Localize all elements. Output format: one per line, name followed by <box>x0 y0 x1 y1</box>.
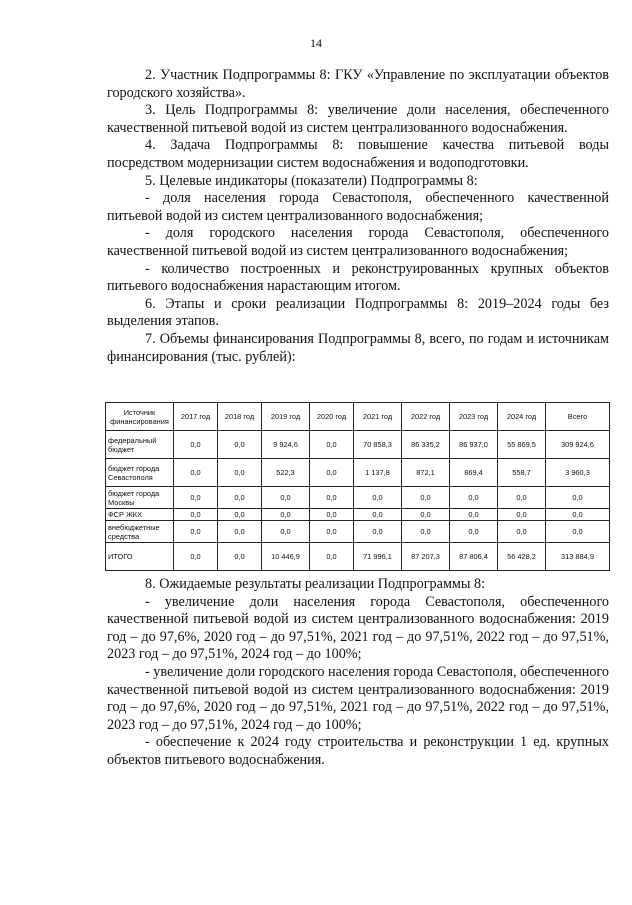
table-cell: 0,0 <box>310 431 354 459</box>
table-cell: 313 884,9 <box>546 543 610 571</box>
table-cell: 0,0 <box>354 487 402 509</box>
table-cell: 0,0 <box>174 431 218 459</box>
section-text-top <box>107 67 609 366</box>
table-cell: бюджет города Севастополя <box>106 459 174 487</box>
paragraph-task: 4. Задача Подпрограммы 8: повышение качества питьевой воды посредством модернизации систем водоснабжения и водоподготовки. <box>107 137 609 171</box>
table-cell: 0,0 <box>174 521 218 543</box>
table-cell: 0,0 <box>498 521 546 543</box>
table-row <box>106 509 610 521</box>
table-cell: 0,0 <box>354 521 402 543</box>
table-cell: 0,0 <box>546 487 610 509</box>
table-cell: бюджет города Москвы <box>106 487 174 509</box>
table-cell: 0,0 <box>546 509 610 521</box>
table-cell: 87 806,4 <box>450 543 498 571</box>
table-cell: 522,3 <box>262 459 310 487</box>
table-cell: внебюджетные средства <box>106 521 174 543</box>
table-row <box>106 431 610 459</box>
table-cell: 0,0 <box>450 487 498 509</box>
table-cell: 309 924,6 <box>546 431 610 459</box>
paragraph-result-2: - увеличение доли городского населения города Севастополя, обеспеченного качественной питьевой водой из систем централизованного водоснабжения: 2019 год – до 97,6%, 2020 год – до 97,51%, 2021 год – до 97,51%, 2022 год – до 97,51%, 2023 год – до 97,51%, 2024 год – до 100%; <box>107 663 609 733</box>
table-cell: 869,4 <box>450 459 498 487</box>
section-text-bottom <box>107 576 609 770</box>
table-cell: 9 924,6 <box>262 431 310 459</box>
paragraph-results: 8. Ожидаемые результаты реализации Подпрограммы 8: <box>145 576 486 592</box>
table-cell: 0,0 <box>310 509 354 521</box>
paragraph-result-1: - увеличение доли населения города Севастополя, обеспеченного качественной питьевой водой из систем централизованного водоснабжения: 2019 год – до 97,6%, 2020 год – до 97,51%, 2021 год – до 97,51%, 2022 год – до 97,51%, 2023 год – до 97,51%, 2024 год – до 100%; <box>107 593 609 663</box>
table-row <box>106 487 610 509</box>
table-row <box>106 521 610 543</box>
table-cell: 0,0 <box>310 459 354 487</box>
table-cell: 558,7 <box>498 459 546 487</box>
table-cell: 872,1 <box>402 459 450 487</box>
table-cell: 0,0 <box>310 487 354 509</box>
paragraph-financing: 7. Объемы финансирования Подпрограммы 8, всего, по годам и источникам финансирования (тыс. рублей): <box>107 330 609 365</box>
paragraph-participant: 2. Участник Подпрограммы 8: ГКУ «Управление по эксплуатации объектов городского хозяйства». <box>107 67 609 101</box>
table-cell: 0,0 <box>218 509 262 521</box>
table-cell: 86 937,0 <box>450 431 498 459</box>
table-cell: 87 207,3 <box>402 543 450 571</box>
paragraph-indicator-2: - доля городского населения города Севастополя, обеспеченного качественной питьевой водой из систем централизованного водоснабжения; <box>107 225 609 259</box>
financing-table <box>105 402 610 571</box>
table-cell: 56 428,2 <box>498 543 546 571</box>
paragraph-stages: 6. Этапы и сроки реализации Подпрограммы 8: 2019–2024 годы без выделения этапов. <box>107 295 609 330</box>
table-cell: 55 869,5 <box>498 431 546 459</box>
table-header: Источник финансирования <box>106 403 174 431</box>
table-cell: 0,0 <box>402 509 450 521</box>
table-cell: 0,0 <box>262 509 310 521</box>
table-cell: 0,0 <box>218 459 262 487</box>
page-number: 14 <box>310 36 322 50</box>
table-cell: 0,0 <box>546 521 610 543</box>
table-cell: 70 858,3 <box>354 431 402 459</box>
table-cell: 86 335,2 <box>402 431 450 459</box>
table-header: 2017 год <box>174 403 218 431</box>
table-cell: 0,0 <box>498 509 546 521</box>
paragraph-indicator-3: - количество построенных и реконструированных крупных объектов питьевого водоснабжения нарастающим итогом. <box>107 260 609 295</box>
table-cell: 0,0 <box>262 487 310 509</box>
paragraph-goal: 3. Цель Подпрограммы 8: увеличение доли населения, обеспеченного качественной питьевой водой из систем централизованного водоснабжения. <box>107 102 609 136</box>
table-cell: 0,0 <box>218 431 262 459</box>
table-cell: федеральный бюджет <box>106 431 174 459</box>
table-cell: 0,0 <box>310 521 354 543</box>
table-header: 2021 год <box>354 403 402 431</box>
table-header: 2020 год <box>310 403 354 431</box>
table-cell: 0,0 <box>450 509 498 521</box>
table-cell: 0,0 <box>174 459 218 487</box>
paragraph-indicators: 5. Целевые индикаторы (показатели) Подпрограммы 8: <box>145 172 478 189</box>
table-header: 2019 год <box>262 403 310 431</box>
table-cell: 0,0 <box>498 487 546 509</box>
table-cell: 0,0 <box>310 543 354 571</box>
table-cell: 0,0 <box>174 543 218 571</box>
table-cell: 0,0 <box>218 521 262 543</box>
table-cell: ФСР ЖКХ <box>106 509 174 521</box>
table-cell: 0,0 <box>450 521 498 543</box>
table-cell: 1 137,8 <box>354 459 402 487</box>
table-cell: 3 960,3 <box>546 459 610 487</box>
table-header: 2023 год <box>450 403 498 431</box>
paragraph-result-3: - обеспечение к 2024 году строительства и реконструкции 1 ед. крупных объектов питьевого водоснабжения. <box>107 734 609 768</box>
table-cell: 0,0 <box>402 487 450 509</box>
table-cell: 0,0 <box>218 487 262 509</box>
table-cell: 10 446,9 <box>262 543 310 571</box>
table-cell: 0,0 <box>174 487 218 509</box>
table-cell: ИТОГО <box>106 543 174 571</box>
table-cell: 0,0 <box>402 521 450 543</box>
table-row-total <box>106 543 610 571</box>
table-cell: 0,0 <box>262 521 310 543</box>
table-header-row <box>106 403 610 431</box>
table-cell: 0,0 <box>354 509 402 521</box>
table-cell: 0,0 <box>218 543 262 571</box>
table-header: Всего <box>546 403 610 431</box>
table-header: 2022 год <box>402 403 450 431</box>
table-header: 2024 год <box>498 403 546 431</box>
table-header: 2018 год <box>218 403 262 431</box>
table-cell: 71 996,1 <box>354 543 402 571</box>
paragraph-indicator-1: - доля населения города Севастополя, обеспеченного качественной питьевой водой из систем централизованного водоснабжения; <box>107 190 609 224</box>
table-row <box>106 459 610 487</box>
table-cell: 0,0 <box>174 509 218 521</box>
